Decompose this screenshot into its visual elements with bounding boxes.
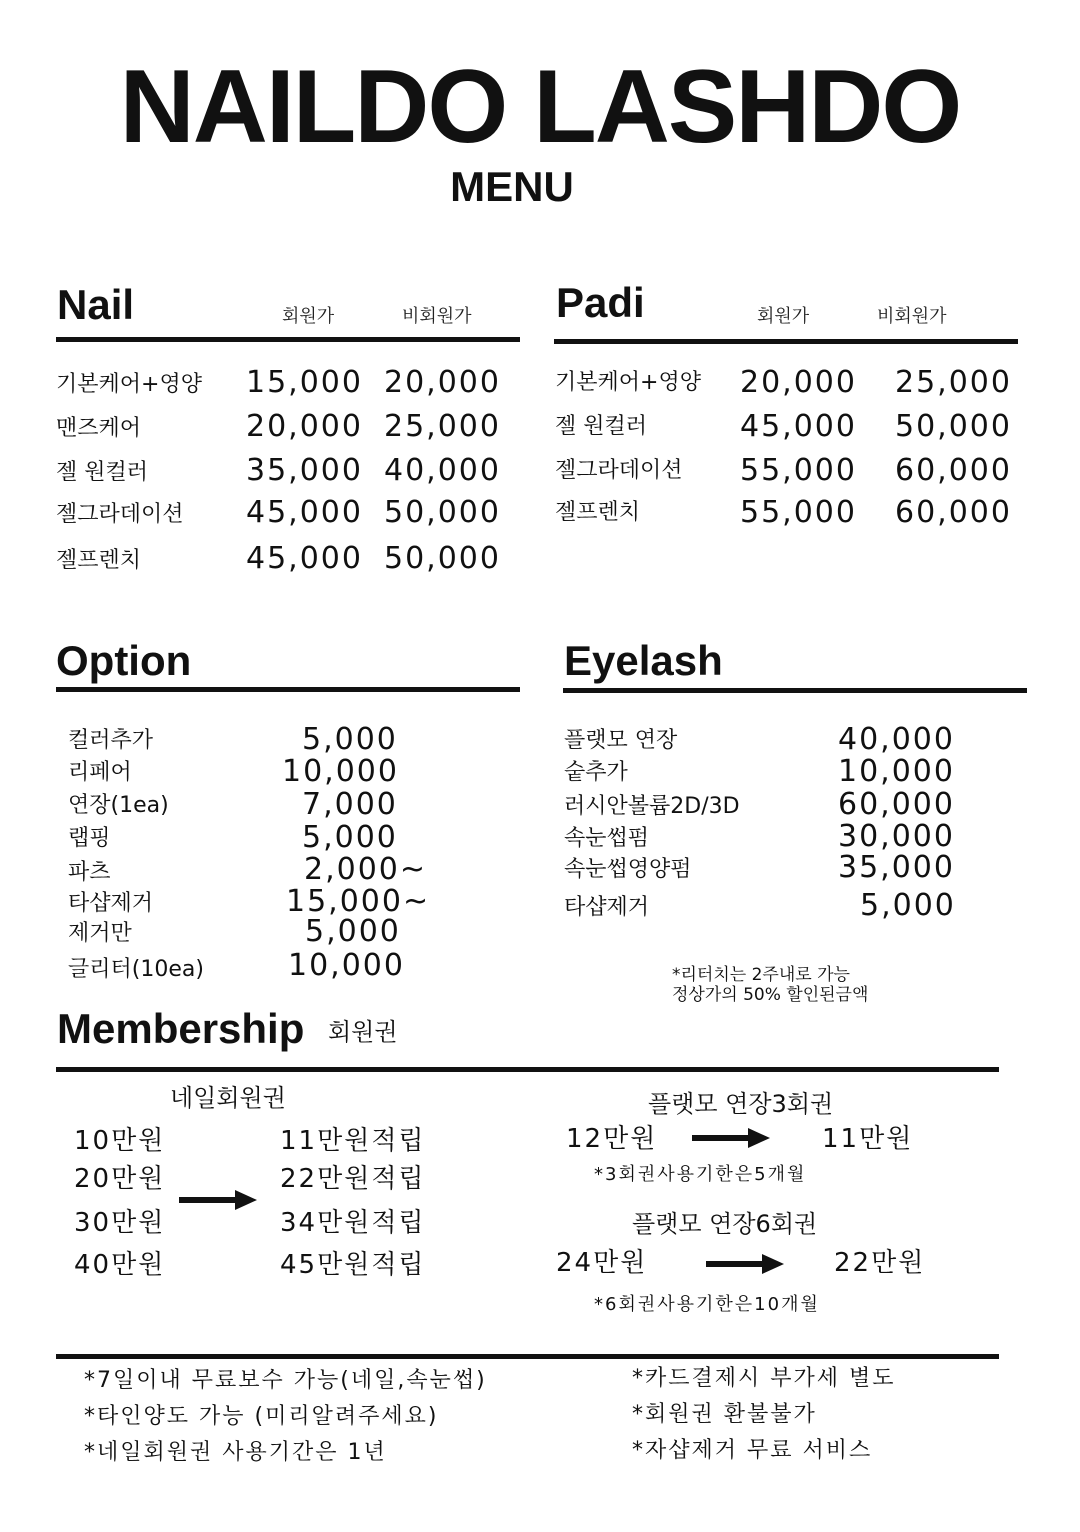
eyelash-item-name: 속눈썹펌 <box>564 826 650 851</box>
nail-pass-credit: 11만원적립 <box>280 1126 426 1156</box>
padi-nonmember-price: 60,000 <box>895 453 1012 488</box>
option-item-name: 타샵제거 <box>68 891 154 916</box>
option-price: 5,000 <box>302 722 398 757</box>
nail-item-name: 젤그라데이션 <box>56 502 184 527</box>
lash3-pass-price: 12만원 <box>566 1124 658 1154</box>
eyelash-divider <box>563 688 1027 693</box>
brand-title: NAILDO LASHDO <box>119 49 961 165</box>
padi-item-name: 젤그라데이션 <box>555 458 683 483</box>
padi-nonmember-price: 25,000 <box>895 365 1012 400</box>
eyelash-item-name: 숱추가 <box>564 760 628 785</box>
footer-note: *회원권 환불불가 <box>632 1402 817 1427</box>
eyelash-item-name: 속눈썹영양펌 <box>564 857 692 882</box>
padi-member-price: 55,000 <box>740 495 857 530</box>
nail-member-price-label: 회원가 <box>282 306 335 327</box>
option-item-name: 랩핑 <box>68 826 111 851</box>
nail-nonmember-price: 25,000 <box>384 409 501 444</box>
padi-member-price: 55,000 <box>740 453 857 488</box>
option-price: 2,000~ <box>304 852 428 887</box>
option-price: 7,000 <box>302 787 398 822</box>
eyelash-item-name: 타샵제거 <box>564 895 650 920</box>
nail-member-price: 35,000 <box>246 453 363 488</box>
option-item-name: 연장(1ea) <box>68 793 169 818</box>
nail-pass-title: 네일회원권 <box>170 1084 286 1112</box>
nail-pass-pay: 20만원 <box>74 1164 166 1194</box>
eyelash-price: 5,000 <box>860 888 956 923</box>
nail-pass-credit: 45만원적립 <box>280 1250 426 1280</box>
eyelash-item-name: 플랫모 연장 <box>564 728 678 753</box>
padi-item-name: 기본케어+영양 <box>555 370 701 395</box>
lash6-pass-note: *6회권사용기한은10개월 <box>594 1294 820 1315</box>
footer-note: *자샵제거 무료 서비스 <box>632 1438 873 1463</box>
retouch-note-line1: *리터치는 2주내로 가능 <box>672 965 850 985</box>
membership-subtitle: 회원권 <box>328 1018 398 1046</box>
option-item-name: 파츠 <box>68 860 111 885</box>
nail-member-price: 45,000 <box>246 541 363 576</box>
padi-nonmember-price-label: 비회원가 <box>877 306 947 327</box>
padi-item-name: 젤프렌치 <box>555 500 641 525</box>
nail-member-price: 15,000 <box>246 365 363 400</box>
nail-item-name: 젤 원컬러 <box>56 460 149 485</box>
eyelash-price: 35,000 <box>838 850 955 885</box>
lash6-pass-discounted: 22만원 <box>834 1248 926 1278</box>
nail-section-title: Nail <box>57 281 135 328</box>
footer-note: *카드결제시 부가세 별도 <box>632 1366 896 1391</box>
lash6-pass-title: 플랫모 연장6회권 <box>632 1210 818 1238</box>
lash3-pass-title: 플랫모 연장3회권 <box>648 1090 834 1118</box>
nail-item-name: 기본케어+영양 <box>56 372 202 397</box>
nail-nonmember-price: 50,000 <box>384 541 501 576</box>
eyelash-price: 10,000 <box>838 754 955 789</box>
option-item-name: 글리터(10ea) <box>68 957 204 982</box>
option-price: 5,000 <box>302 820 398 855</box>
eyelash-section-title: Eyelash <box>564 637 723 684</box>
retouch-note <box>672 966 868 1005</box>
menu-heading: MENU <box>450 163 574 210</box>
padi-member-price: 45,000 <box>740 409 857 444</box>
eyelash-price: 60,000 <box>838 787 955 822</box>
lash3-arrow-icon <box>692 1128 770 1148</box>
option-section-title: Option <box>56 637 192 684</box>
retouch-note-line2: 정상가의 50% 할인된금액 <box>672 984 869 1005</box>
lash3-pass-discounted: 11만원 <box>822 1124 914 1154</box>
nail-item-name: 젤프렌치 <box>56 548 142 573</box>
footer-note: *네일회원권 사용기간은 1년 <box>84 1440 387 1465</box>
padi-nonmember-price: 50,000 <box>895 409 1012 444</box>
membership-divider <box>56 1067 999 1072</box>
nail-item-name: 맨즈케어 <box>56 416 142 441</box>
option-item-name: 제거만 <box>68 921 132 946</box>
option-price: 10,000 <box>288 948 405 983</box>
padi-nonmember-price: 60,000 <box>895 495 1012 530</box>
option-item-name: 컬러추가 <box>68 728 154 753</box>
nail-pass-pay: 10만원 <box>74 1126 166 1156</box>
eyelash-price: 30,000 <box>838 819 955 854</box>
nail-pass-arrow-icon <box>179 1190 257 1210</box>
nail-pass-credit: 22만원적립 <box>280 1164 426 1194</box>
nail-member-price: 45,000 <box>246 495 363 530</box>
padi-divider <box>554 339 1018 344</box>
nail-nonmember-price: 50,000 <box>384 495 501 530</box>
nail-pass-pay: 30만원 <box>74 1208 166 1238</box>
padi-item-name: 젤 원컬러 <box>555 414 648 439</box>
padi-section-title: Padi <box>556 279 645 326</box>
nail-nonmember-price: 40,000 <box>384 453 501 488</box>
footer-note: *타인양도 가능 (미리알려주세요) <box>84 1404 439 1429</box>
option-price: 10,000 <box>282 754 399 789</box>
nail-nonmember-price: 20,000 <box>384 365 501 400</box>
eyelash-item-name: 러시안볼륨2D/3D <box>564 794 740 819</box>
nail-member-price: 20,000 <box>246 409 363 444</box>
membership-section-title: Membership <box>57 1005 305 1052</box>
padi-member-price: 20,000 <box>740 365 857 400</box>
lash3-pass-note: *3회권사용기한은5개월 <box>594 1164 807 1185</box>
nail-pass-credit: 34만원적립 <box>280 1208 426 1238</box>
nail-divider <box>56 337 520 342</box>
lash6-arrow-icon <box>706 1254 784 1274</box>
option-item-name: 리페어 <box>68 760 132 785</box>
lash6-pass-price: 24만원 <box>556 1248 648 1278</box>
option-price: 15,000~ <box>286 884 431 919</box>
footer-divider <box>56 1354 999 1359</box>
padi-member-price-label: 회원가 <box>757 306 810 327</box>
option-price: 5,000 <box>305 914 401 949</box>
footer-note: *7일이내 무료보수 가능(네일,속눈썹) <box>84 1368 487 1393</box>
nail-nonmember-price-label: 비회원가 <box>402 306 472 327</box>
option-divider <box>56 687 520 692</box>
nail-pass-pay: 40만원 <box>74 1250 166 1280</box>
eyelash-price: 40,000 <box>838 722 955 757</box>
